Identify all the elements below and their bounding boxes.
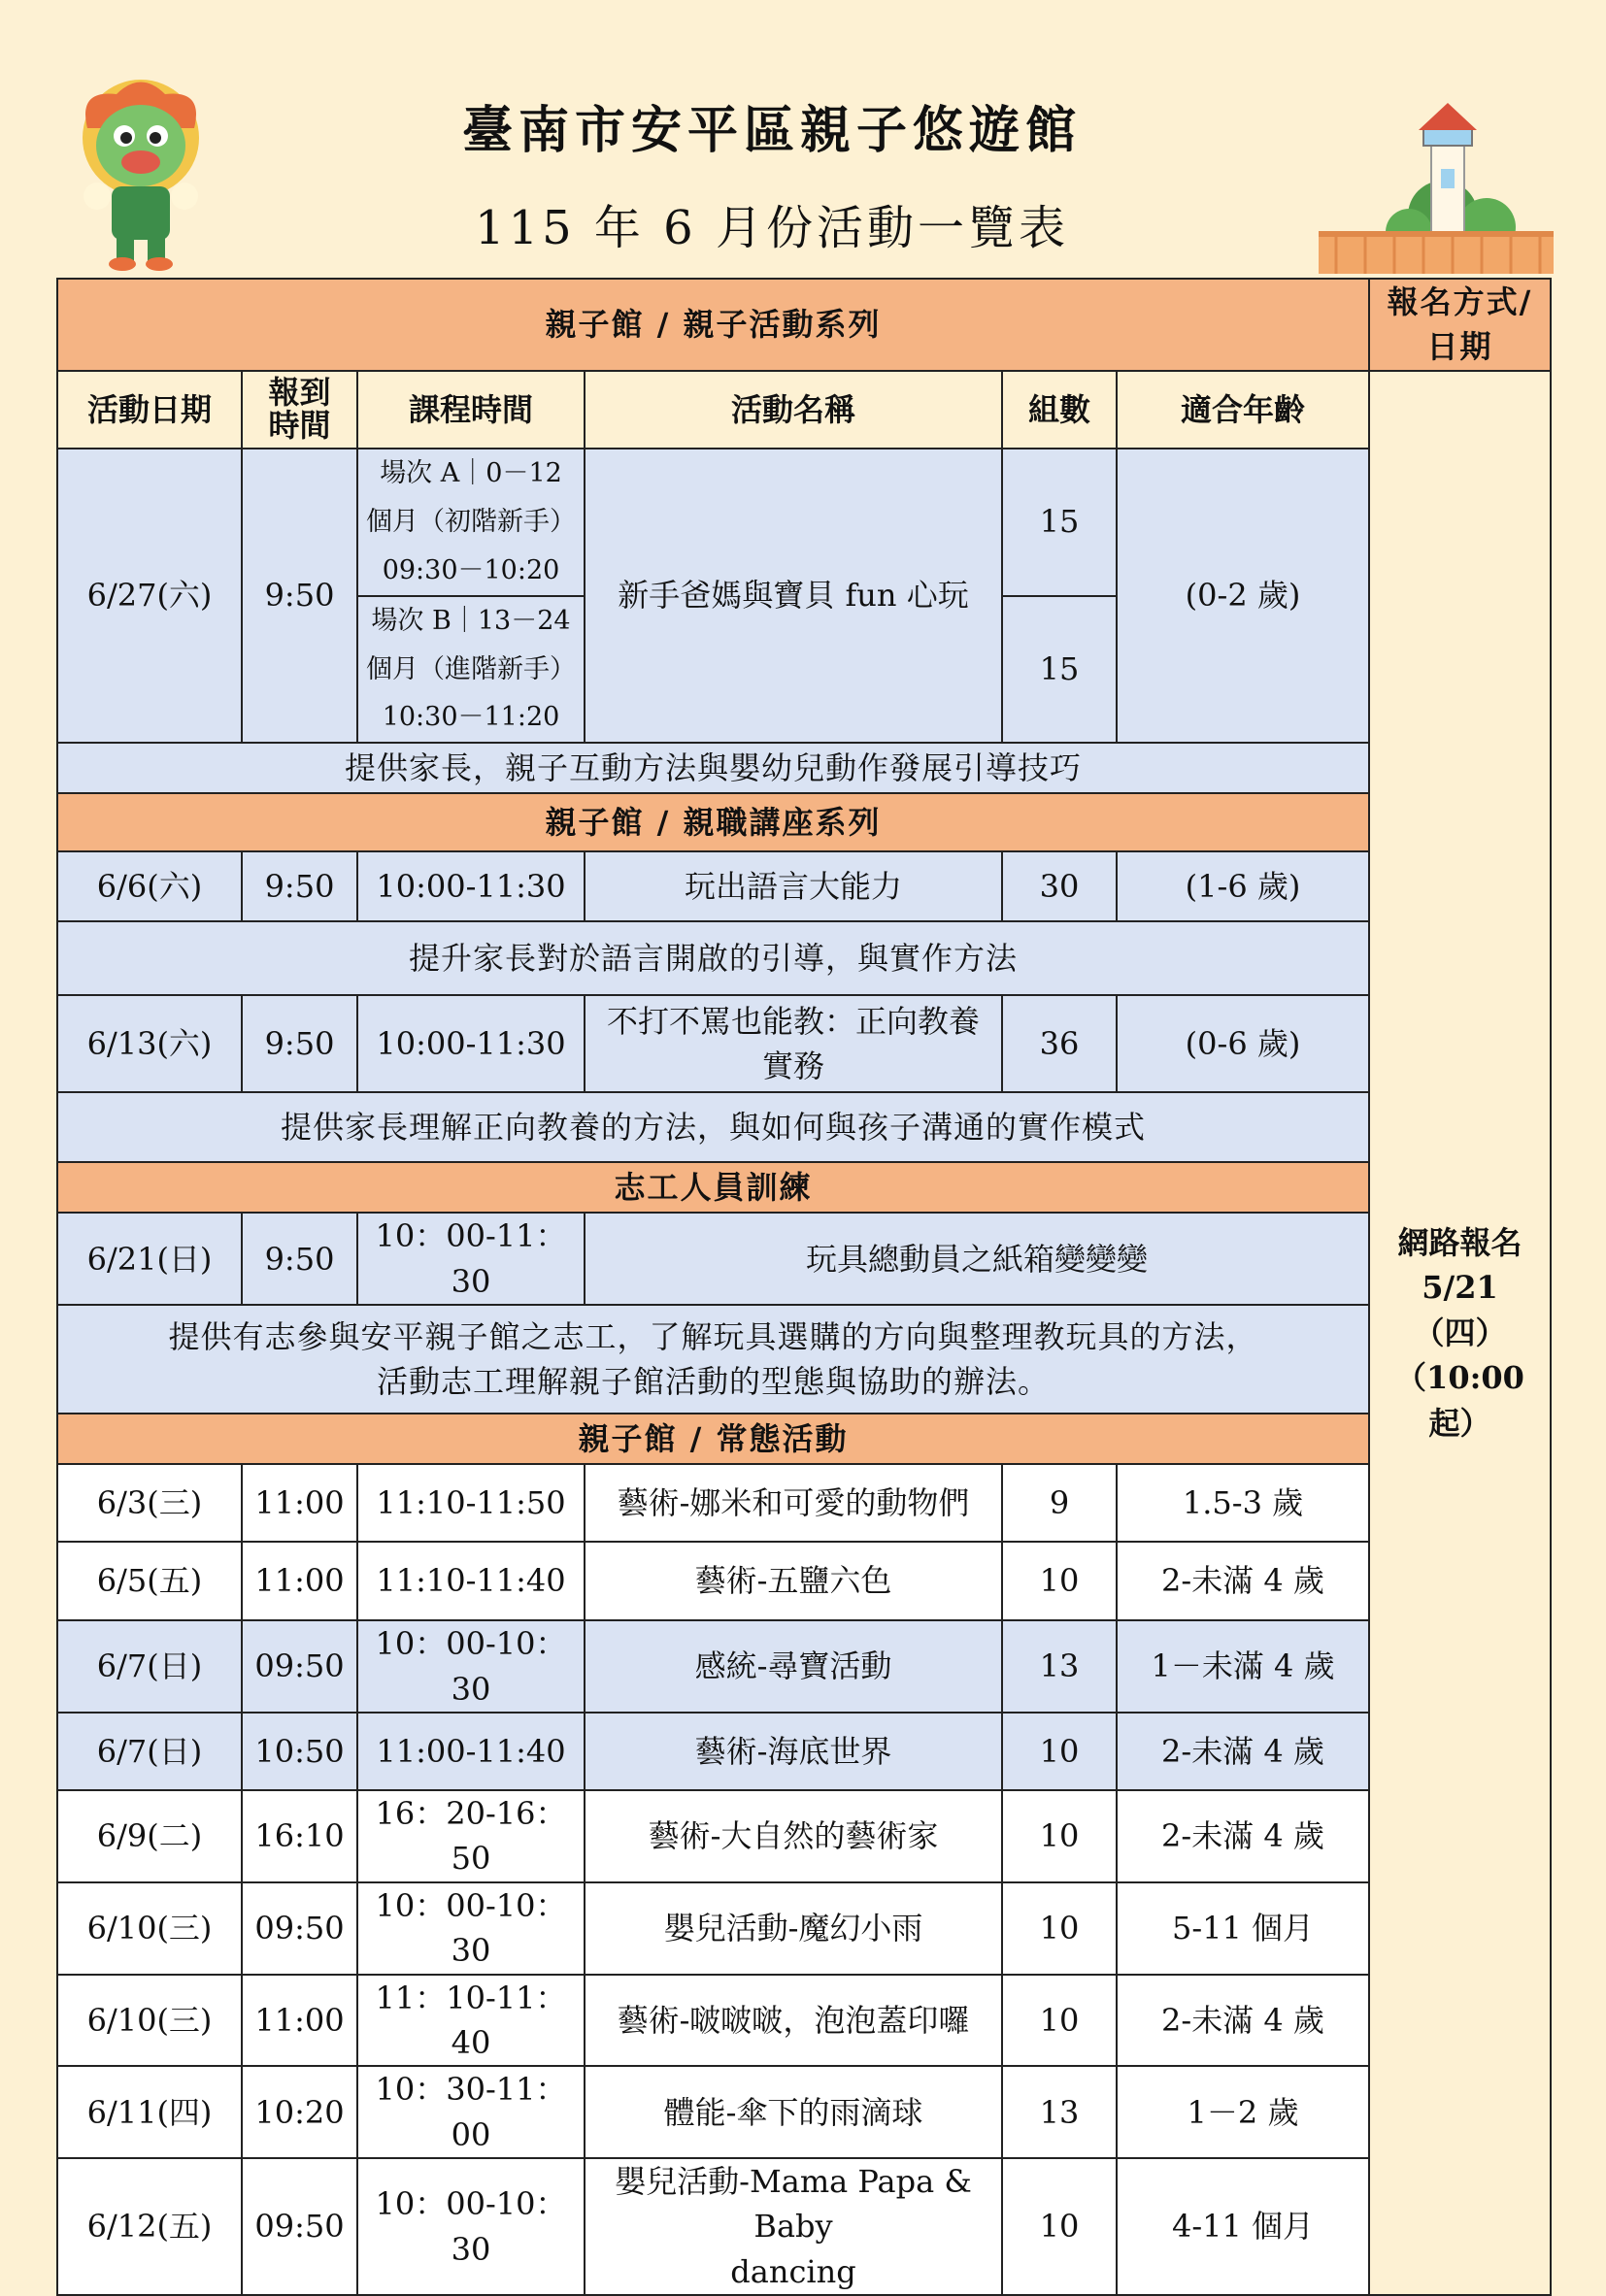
column-header-name: 活動名稱	[585, 371, 1002, 449]
table-row: 6/10(三) 11:00 11：10-11：40 藝術-啵啵啵，泡泡蓋印囉 10 2-未滿 4 歲	[57, 1975, 1551, 2067]
table-row: 6/13(六) 9:50 10:00-11:30 不打不罵也能教：正向教養 實務 36 (0-6 歲)	[57, 995, 1551, 1092]
activity-description: 提供有志參與安平親子館之志工，了解玩具選購的方向與整理教玩具的方法， 活動志工理解親子館活動的型態與協助的辦法。	[57, 1305, 1369, 1414]
activity-description: 提供家長，親子互動方法與嬰幼兒動作發展引導技巧	[57, 743, 1369, 793]
lion-mascot-icon	[58, 70, 223, 274]
column-header-checkin: 報到 時間	[242, 371, 357, 449]
column-header-date: 活動日期	[57, 371, 242, 449]
table-row: 6/21(日) 9:50 10：00-11：30 玩具總動員之紙箱變變變	[57, 1213, 1551, 1305]
page-title: 臺南市安平區親子悠遊館	[461, 101, 1082, 160]
activity-description: 提供家長理解正向教養的方法，與如何與孩子溝通的實作模式	[57, 1092, 1369, 1162]
section-header: 親子館 / 常態活動	[57, 1414, 1369, 1464]
table-row: 6/5(五) 11:00 11:10-11:40 藝術-五鹽六色 10 2-未滿 4 歲	[57, 1542, 1551, 1620]
table-row: 6/10(三) 09:50 10：00-10：30 嬰兒活動-魔幻小雨 10 5-11 個月	[57, 1882, 1551, 1975]
table-row: 6/9(二) 16:10 16：20-16：50 藝術-大自然的藝術家 10 2-未滿 4 歲	[57, 1790, 1551, 1882]
section-header: 志工人員訓練	[57, 1162, 1369, 1213]
page-subtitle: 115 年 6 月份活動一覽表	[475, 201, 1069, 255]
table-row: 6/3(三) 11:00 11:10-11:50 藝術-娜米和可愛的動物們 9 1.5-3 歲	[57, 1464, 1551, 1542]
table-row: 6/12(五) 09:50 10：00-10：30 嬰兒活動-Mama Papa & Baby dancing 10 4-11 個月	[57, 2158, 1551, 2295]
registration-header: 報名方式/ 日期	[1369, 279, 1551, 371]
column-header-time: 課程時間	[357, 371, 585, 449]
section-header: 親子館 / 親子活動系列	[57, 279, 1369, 371]
table-row: 6/27(六) 9:50 場次 A｜0－12 個月（初階新手） 09:30－10:20 新手爸媽與寶貝 fun 心玩 15 (0-2 歲)	[57, 449, 1551, 596]
session-a-cell: 場次 A｜0－12 個月（初階新手） 09:30－10:20	[357, 449, 585, 596]
registration-info: 網路報名 5/21 （四） （10:00 起）	[1369, 371, 1551, 2295]
activity-description: 提升家長對於語言開啟的引導，與實作方法	[57, 921, 1369, 995]
table-row: 6/6(六) 9:50 10:00-11:30 玩出語言大能力 30 (1-6 歲)	[57, 851, 1551, 921]
column-header-groups: 組數	[1002, 371, 1117, 449]
table-row: 6/11(四) 10:20 10：30-11：00 體能-傘下的雨滴球 13 1－2 歲	[57, 2066, 1551, 2158]
table-row: 6/7(日) 09:50 10：00-10：30 感統-尋寶活動 13 1－未滿 4 歲	[57, 1620, 1551, 1713]
section-header: 親子館 / 親職講座系列	[57, 793, 1369, 851]
table-row: 場次 B｜13－24 個月（進階新手） 10:30－11:20 15	[57, 596, 1551, 744]
schedule-table	[56, 278, 1552, 2296]
session-b-cell: 場次 B｜13－24 個月（進階新手） 10:30－11:20	[357, 596, 585, 744]
lighthouse-icon	[1317, 101, 1554, 274]
table-row: 6/7(日) 10:50 11:00-11:40 藝術-海底世界 10 2-未滿 4 歲	[57, 1713, 1551, 1790]
column-header-age: 適合年齡	[1117, 371, 1369, 449]
